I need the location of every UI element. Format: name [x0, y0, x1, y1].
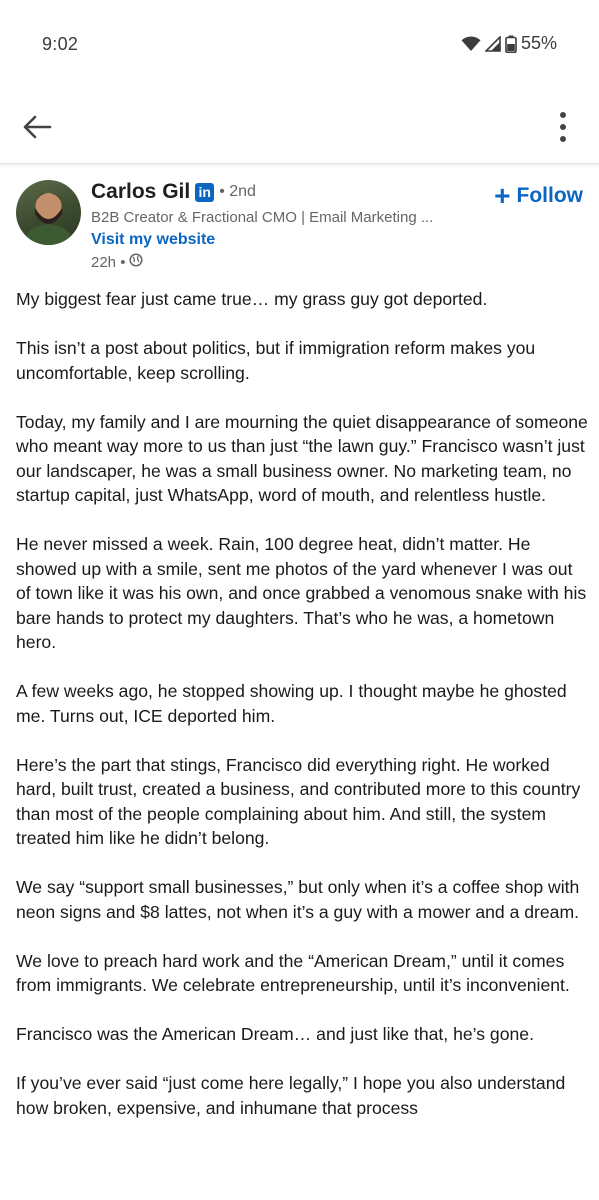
- wifi-icon: [461, 36, 481, 52]
- visit-website-link[interactable]: Visit my website: [91, 231, 216, 248]
- avatar[interactable]: [16, 180, 81, 245]
- post-paragraph: He never missed a week. Rain, 100 degree heat, didn’t matter. He showed up with a smile, sent me photos of the yard whenever I was out of town like it was his own, and once grabbed a venomous snake with his bare hands to protect my daughters. That’s who he was, a hometown hero.: [16, 534, 587, 652]
- app-bar: [0, 90, 599, 164]
- more-options-button[interactable]: [551, 108, 575, 146]
- more-vertical-icon: [551, 133, 575, 150]
- post-paragraph: If you’ve ever said “just come here legally,” I hope you also understand how broken, expensive, and inhumane that process: [16, 1073, 566, 1118]
- author-line: [91, 180, 256, 204]
- plus-icon: +: [494, 180, 511, 211]
- battery-icon: [505, 35, 517, 53]
- post-paragraph: A few weeks ago, he stopped showing up. I thought maybe he ghosted me. Turns out, ICE deported him.: [16, 681, 567, 726]
- status-icons: [461, 33, 557, 54]
- status-time: 9:02: [42, 34, 79, 54]
- post-paragraph: We love to preach hard work and the “American Dream,” until it comes from immigrants. We celebrate entrepreneurship, until it’s inconvenient.: [16, 950, 570, 995]
- post-paragraph: Here’s the part that stings, Francisco did everything right. He worked hard, built trust, created a business, and contributed more to this country than most of the people complaining about him. And still, the system treated him like he didn’t belong.: [16, 754, 581, 848]
- cell-signal-icon: [485, 36, 501, 52]
- post-age: 22h •: [91, 253, 126, 271]
- back-button[interactable]: [20, 110, 54, 144]
- post-header: [0, 164, 599, 284]
- author-headline: B2B Creator & Fractional CMO | Email Marketing ...: [91, 209, 434, 226]
- post-paragraph: Francisco was the American Dream… and just like that, he’s gone.: [16, 1024, 534, 1044]
- author-name[interactable]: Carlos Gil: [91, 180, 191, 203]
- post-timestamp: [91, 253, 143, 271]
- follow-label: Follow: [516, 184, 583, 207]
- globe-icon: [129, 253, 143, 271]
- linkedin-badge-icon: in: [195, 183, 214, 202]
- battery-percent: 55%: [520, 33, 557, 53]
- post-paragraph: We say “support small businesses,” but only when it’s a coffee shop with neon signs and $8 lattes, not when it’s a guy with a mower and a dream.: [16, 877, 580, 922]
- arrow-left-icon: [20, 131, 54, 148]
- post-paragraph: This isn’t a post about politics, but if immigration reform makes you uncomfortable, keep scrolling.: [16, 338, 536, 383]
- post-paragraph: My biggest fear just came true… my grass guy got deported.: [16, 289, 488, 309]
- post-paragraph: Today, my family and I are mourning the quiet disappearance of someone who meant way more to us than just “the lawn guy.” Francisco wasn’t just our landscaper, he was a small business owner. No marketing team, no startup capital, just WhatsApp, word of mouth, and relentless hustle.: [16, 411, 588, 505]
- post-body: [16, 287, 588, 1145]
- connection-degree: • 2nd: [219, 183, 256, 200]
- follow-button[interactable]: [494, 182, 583, 210]
- status-bar: [0, 0, 599, 90]
